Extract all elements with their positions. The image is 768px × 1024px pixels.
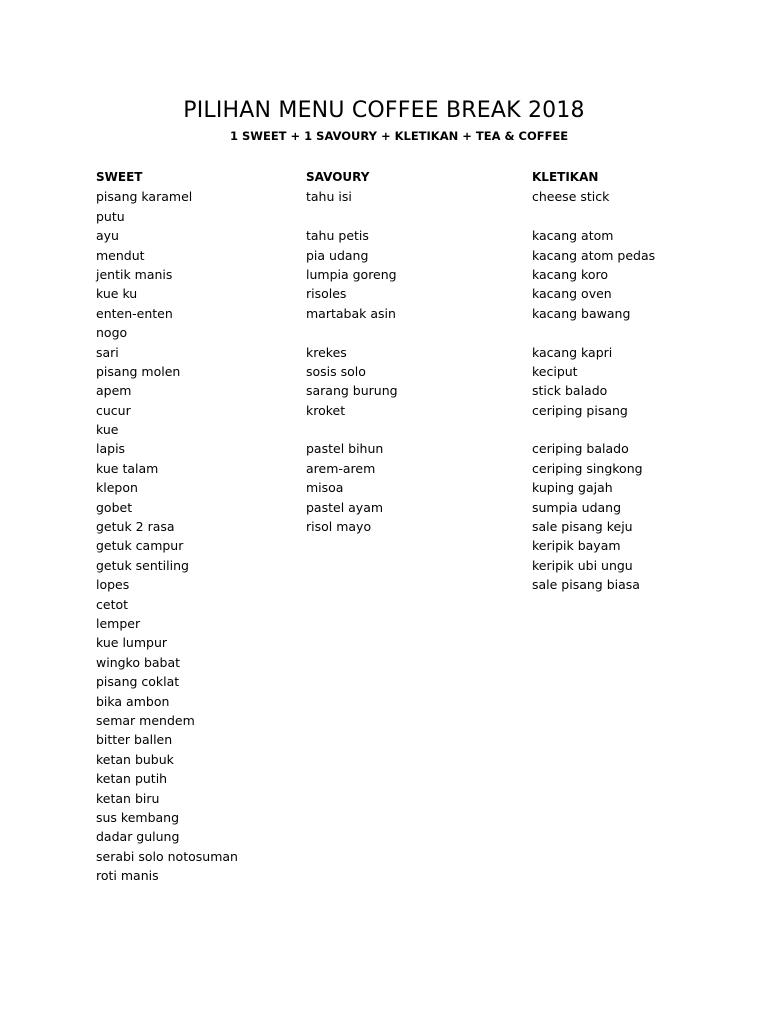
sweet-column-header: SWEET (96, 170, 143, 184)
list-item: dadar gulung (96, 829, 180, 845)
list-item: ceriping singkong (532, 460, 643, 476)
sweet-column (96, 168, 238, 885)
list-item: keciput (532, 363, 578, 379)
list-item: keripik bayam (532, 538, 621, 554)
list-item: tahu isi (306, 189, 352, 205)
kletikan-column-header: KLETIKAN (532, 170, 599, 184)
spacer-row (306, 207, 398, 226)
list-item: lapis (96, 441, 126, 457)
list-item: getuk campur (96, 538, 184, 554)
list-item: ayu (96, 228, 119, 244)
list-item: sumpia udang (532, 499, 622, 515)
list-item: sarang burung (306, 383, 398, 399)
list-item: lemper (96, 615, 141, 631)
savoury-item-list (306, 187, 398, 536)
list-item: sosis solo (306, 363, 366, 379)
spacer-row (306, 323, 398, 342)
sweet-item-list (96, 187, 238, 885)
list-item: keripik ubi ungu (532, 557, 633, 573)
list-item: getuk sentiling (96, 557, 189, 573)
spacer-row (532, 420, 655, 439)
list-item: getuk 2 rasa (96, 519, 175, 535)
list-item: ketan bubuk (96, 751, 174, 767)
list-item: kuping gajah (532, 480, 613, 496)
list-item: kacang kapri (532, 344, 613, 360)
list-item: kacang koro (532, 266, 608, 282)
page-subtitle: 1 SWEET + 1 SAVOURY + KLETIKAN + TEA & COFFEE (230, 129, 569, 143)
list-item: ketan biru (96, 790, 160, 806)
list-item: enten-enten (96, 305, 173, 321)
list-item: klepon (96, 480, 138, 496)
list-item: kue ku (96, 286, 138, 302)
list-item: kacang bawang (532, 305, 631, 321)
list-item: risoles (306, 286, 347, 302)
list-item: risol mayo (306, 519, 372, 535)
list-item: kroket (306, 402, 346, 418)
page-title: PILIHAN MENU COFFEE BREAK 2018 (183, 98, 585, 123)
list-item: jentik manis (96, 266, 173, 282)
list-item: apem (96, 383, 132, 399)
list-item: cheese stick (532, 189, 610, 205)
list-item: misoa (306, 480, 344, 496)
list-item: cetot (96, 596, 129, 612)
list-item: kacang oven (532, 286, 612, 302)
list-item: ceriping pisang (532, 402, 628, 418)
list-item: stick balado (532, 383, 608, 399)
list-item: pastel bihun (306, 441, 384, 457)
spacer-row (532, 207, 655, 226)
savoury-column (306, 168, 398, 536)
list-item: pisang coklat (96, 674, 180, 690)
list-item: sus kembang (96, 809, 180, 825)
list-item: gobet (96, 499, 133, 515)
list-item: kue lumpur (96, 635, 168, 651)
list-item: sale pisang biasa (532, 577, 640, 593)
kletikan-item-list (532, 187, 655, 594)
list-item: kue (96, 422, 119, 438)
list-item: mendut (96, 247, 145, 263)
list-item: arem-arem (306, 460, 376, 476)
list-item: tahu petis (306, 228, 369, 244)
list-item: kacang atom (532, 228, 614, 244)
list-item: sale pisang keju (532, 519, 633, 535)
list-item: bika ambon (96, 693, 170, 709)
spacer-row (306, 420, 398, 439)
spacer-row (532, 323, 655, 342)
list-item: kacang atom pedas (532, 247, 656, 263)
list-item: pia udang (306, 247, 369, 263)
list-item: krekes (306, 344, 347, 360)
list-item: bitter ballen (96, 732, 173, 748)
list-item: kue talam (96, 460, 159, 476)
list-item: semar mendem (96, 712, 195, 728)
list-item: cucur (96, 402, 131, 418)
list-item: roti manis (96, 868, 159, 884)
list-item: sari (96, 344, 119, 360)
list-item: pisang molen (96, 363, 181, 379)
list-item: pastel ayam (306, 499, 384, 515)
list-item: ketan putih (96, 771, 168, 787)
kletikan-column (532, 168, 655, 595)
list-item: lopes (96, 577, 130, 593)
savoury-column-header: SAVOURY (306, 170, 370, 184)
list-item: nogo (96, 325, 128, 341)
list-item: wingko babat (96, 654, 181, 670)
list-item: serabi solo notosuman (96, 848, 238, 864)
list-item: ceriping balado (532, 441, 629, 457)
list-item: putu (96, 208, 125, 224)
list-item: pisang karamel (96, 189, 193, 205)
list-item: lumpia goreng (306, 266, 397, 282)
list-item: martabak asin (306, 305, 396, 321)
